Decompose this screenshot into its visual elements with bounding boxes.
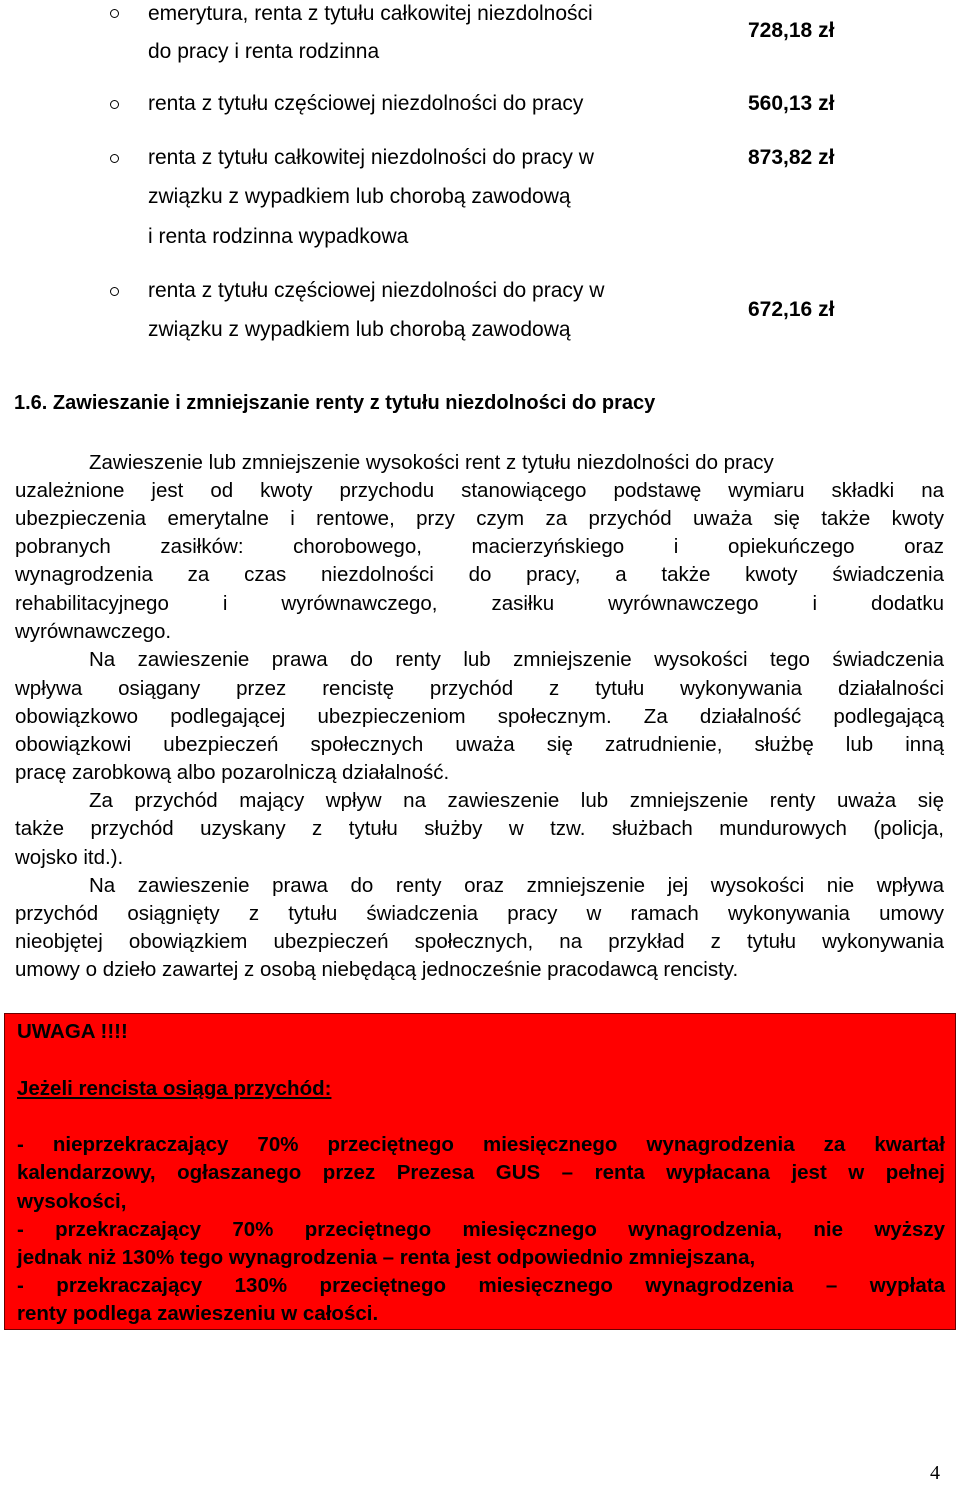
benefit-label-line: emerytura, renta z tytułu całkowitej niezdolności	[148, 2, 593, 25]
paragraph-line: pobranych zasiłków: chorobowego, macierzyńskiego i opiekuńczego oraz	[15, 535, 944, 558]
warning-line: - przekraczający 130% przeciętnego miesięcznego wynagrodzenia – wypłata	[17, 1274, 945, 1297]
paragraph-line: pracę zarobkową albo pozarolniczą działalność.	[15, 761, 450, 784]
bullet-icon	[110, 154, 119, 163]
warning-line: kalendarzowy, ogłaszanego przez Prezesa GUS – renta wypłacana jest w pełnej	[17, 1161, 945, 1184]
paragraph-line: Zawieszenie lub zmniejszenie wysokości rent z tytułu niezdolności do pracy	[89, 451, 774, 474]
benefit-amount: 560,13 zł	[748, 92, 835, 115]
section-heading: 1.6. Zawieszanie i zmniejszanie renty z tytułu niezdolności do pracy	[14, 392, 656, 414]
benefit-label-line: i renta rodzinna wypadkowa	[148, 225, 409, 248]
benefit-label-line: renta z tytułu częściowej niezdolności do pracy w	[148, 279, 605, 302]
page-number: 4	[930, 1462, 940, 1484]
paragraph-line: nieobjętej obowiązkiem ubezpieczeń społecznych, na przykład z tytułu wykonywania	[15, 930, 944, 953]
warning-line: renty podlega zawieszeniu w całości.	[17, 1302, 379, 1325]
bullet-icon	[110, 287, 119, 296]
paragraph-line: obowiązkowi ubezpieczeń społecznych uważa się zatrudnienie, służbę lub inną	[15, 733, 944, 756]
paragraph-line: obowiązkowo podlegającej ubezpieczeniom społecznym. Za działalność podlegającą	[15, 705, 944, 728]
paragraph-line: uzależnione jest od kwoty przychodu stanowiącego podstawę wymiaru składki na	[15, 479, 944, 502]
benefit-label-line: związku z wypadkiem lub chorobą zawodową	[148, 185, 571, 208]
benefit-label-line: renta z tytułu częściowej niezdolności do pracy	[148, 92, 584, 115]
warning-line: - przekraczający 70% przeciętnego miesięcznego wynagrodzenia, nie wyższy	[17, 1218, 945, 1241]
benefit-amount: 873,82 zł	[748, 146, 835, 169]
benefit-label-line: do pracy i renta rodzinna	[148, 40, 380, 63]
bullet-icon	[110, 100, 119, 109]
benefit-label-line: związku z wypadkiem lub chorobą zawodową	[148, 318, 571, 341]
warning-line: wysokości,	[17, 1190, 127, 1213]
paragraph-line: wyrównawczego.	[15, 620, 172, 643]
warning-subtitle: Jeżeli rencista osiąga przychód:	[17, 1077, 332, 1100]
paragraph-line: wpływa osiągany przez rencistę przychód z tytułu wykonywania działalności	[15, 677, 944, 700]
paragraph-line: umowy o dzieło zawartej z osobą niebędącą jednocześnie pracodawcą rencisty.	[15, 958, 739, 981]
bullet-icon	[110, 9, 119, 18]
benefit-amount: 728,18 zł	[748, 19, 835, 42]
benefit-label-line: renta z tytułu całkowitej niezdolności do pracy w	[148, 146, 594, 169]
paragraph-line: rehabilitacyjnego i wyrównawczego, zasiłku wyrównawczego i dodatku	[15, 592, 944, 615]
paragraph-line: Na zawieszenie prawa do renty lub zmniejszenie wysokości tego świadczenia	[89, 648, 944, 671]
warning-title: UWAGA !!!!	[17, 1020, 128, 1043]
paragraph-line: przychód osiągnięty z tytułu świadczenia pracy w ramach wykonywania umowy	[15, 902, 944, 925]
benefit-amount: 672,16 zł	[748, 298, 835, 321]
warning-box	[4, 1013, 956, 1330]
paragraph-line: także przychód uzyskany z tytułu służby w tzw. służbach mundurowych (policja,	[15, 817, 944, 840]
paragraph-line: Za przychód mający wpływ na zawieszenie lub zmniejszenie renty uważa się	[89, 789, 944, 812]
paragraph-line: wynagrodzenia za czas niezdolności do pracy, a także kwoty świadczenia	[15, 563, 944, 586]
paragraph-line: wojsko itd.).	[15, 846, 124, 869]
paragraph-line: Na zawieszenie prawa do renty oraz zmniejszenie jej wysokości nie wpływa	[89, 874, 944, 897]
warning-line: jednak niż 130% tego wynagrodzenia – renta jest odpowiednio zmniejszana,	[17, 1246, 756, 1269]
warning-line: - nieprzekraczający 70% przeciętnego miesięcznego wynagrodzenia za kwartał	[17, 1133, 945, 1156]
paragraph-line: ubezpieczenia emerytalne i rentowe, przy czym za przychód uważa się także kwoty	[15, 507, 944, 530]
